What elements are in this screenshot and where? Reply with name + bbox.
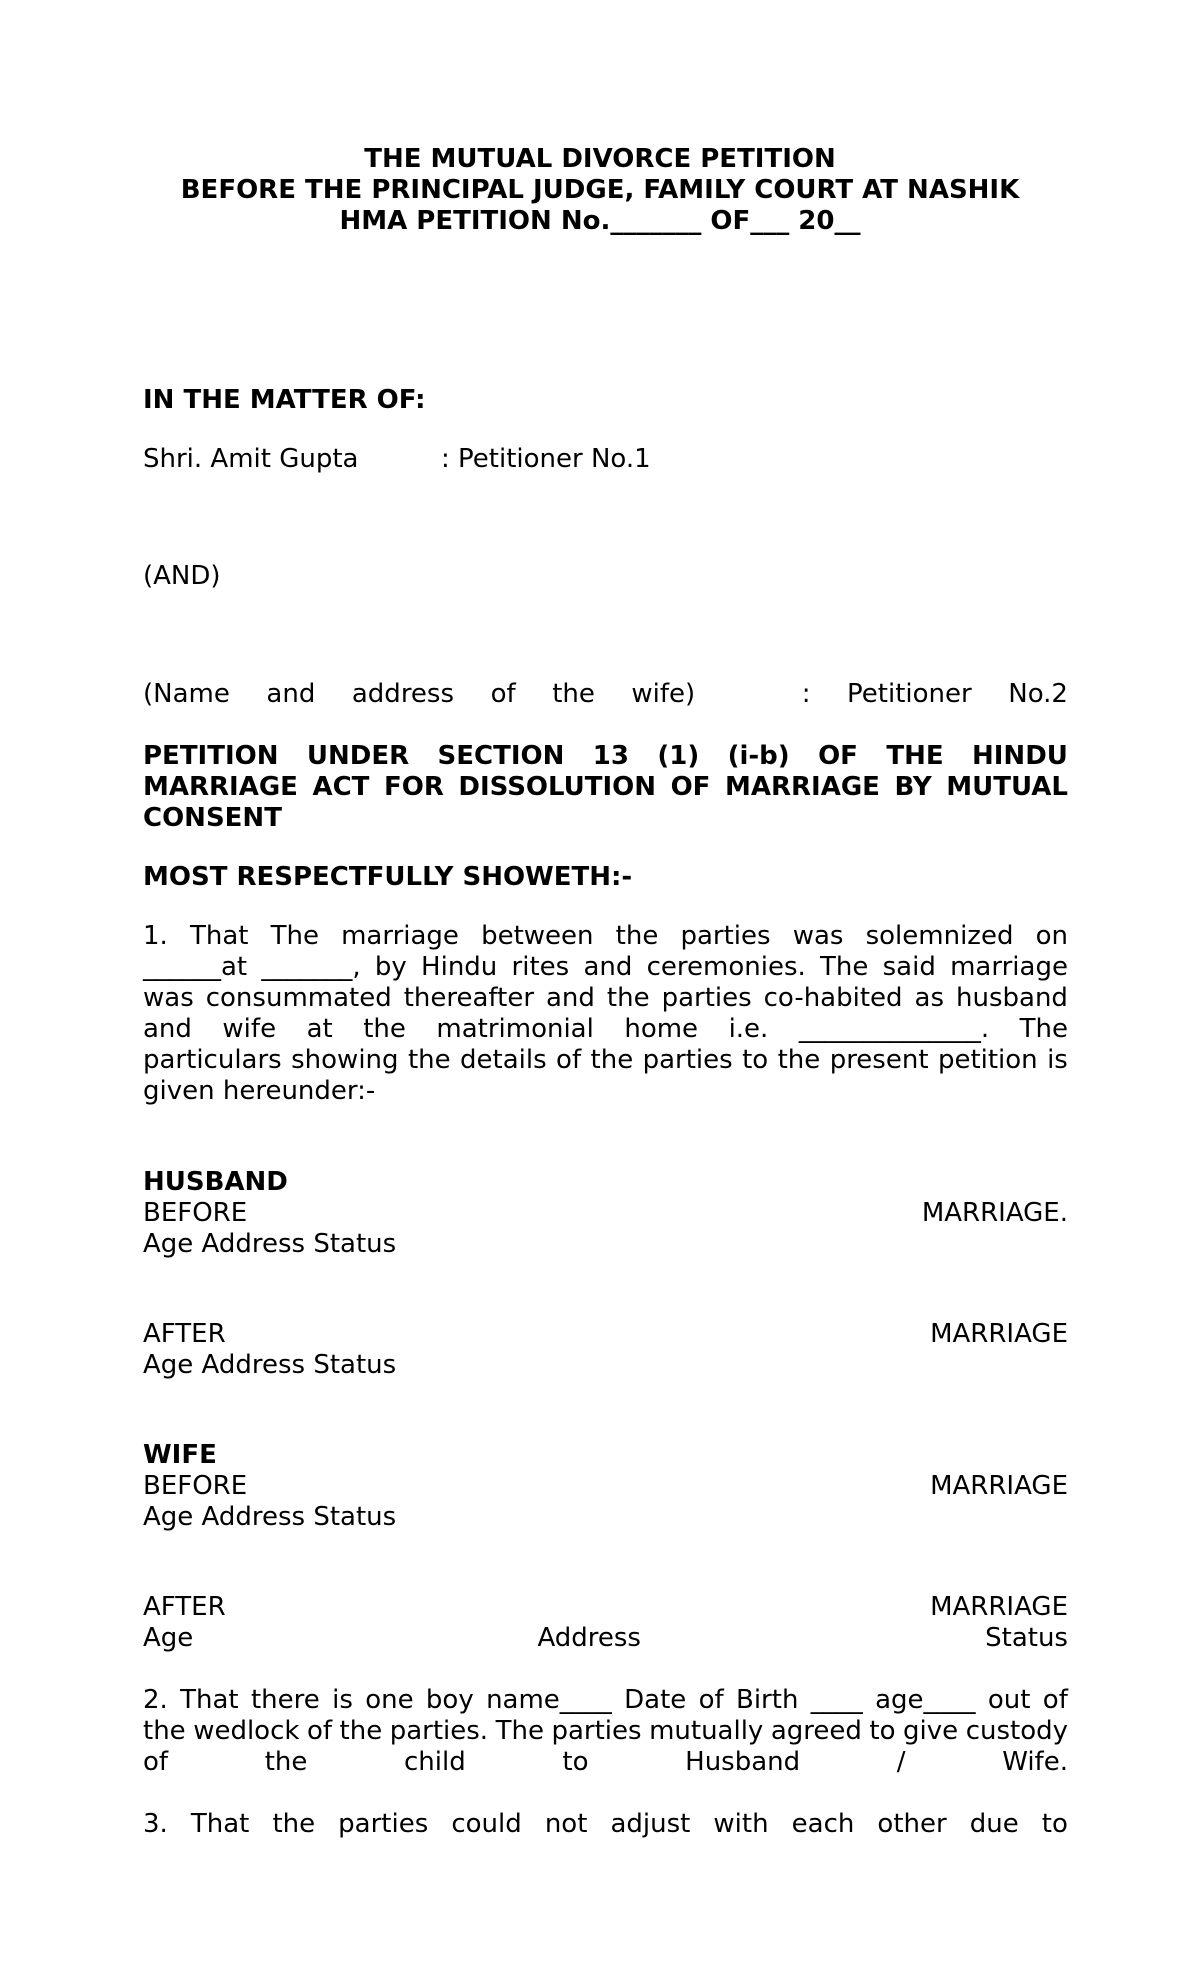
wife-after-marriage: MARRIAGE xyxy=(930,1592,1068,1622)
word: HINDU xyxy=(972,741,1068,771)
para2-line-2 xyxy=(143,1718,1068,1744)
word: thereafter xyxy=(403,983,535,1013)
word: matrimonial xyxy=(436,1014,594,1044)
word: MARRIAGE xyxy=(724,772,880,802)
word: age____ xyxy=(875,1685,976,1715)
word: ______________. xyxy=(798,1014,990,1044)
word: 3. xyxy=(143,1809,168,1839)
para1-line-6: given hereunder:- xyxy=(143,1076,376,1106)
word: out xyxy=(987,1685,1031,1715)
word: between xyxy=(481,921,594,951)
word: the xyxy=(339,1716,383,1746)
word: give xyxy=(903,1716,959,1746)
word: parties xyxy=(680,921,771,951)
word: each xyxy=(791,1809,855,1839)
word: said xyxy=(882,952,936,982)
word: of xyxy=(1042,1685,1068,1715)
word: i.e. xyxy=(728,1014,769,1044)
petition-title-line-3: CONSENT xyxy=(143,803,282,833)
word: 2. xyxy=(143,1685,168,1715)
word: FOR xyxy=(383,772,444,802)
word: mutually xyxy=(649,1716,764,1746)
word: parties xyxy=(338,1809,429,1839)
word: consummated xyxy=(205,983,392,1013)
showeth-heading: MOST RESPECTFULLY SHOWETH:- xyxy=(143,862,633,892)
word: : xyxy=(801,679,811,709)
word: _______, xyxy=(261,952,361,982)
word: name____ xyxy=(486,1685,612,1715)
word: the xyxy=(777,1045,821,1075)
word: with xyxy=(713,1809,769,1839)
word: That xyxy=(180,1685,239,1715)
word: could xyxy=(451,1809,522,1839)
title-line-2: BEFORE THE PRINCIPAL JUDGE, FAMILY COURT AT NASHIK xyxy=(180,175,1020,205)
husband-after-marriage: MARRIAGE xyxy=(930,1319,1068,1349)
word: MARRIAGE xyxy=(143,772,298,802)
word: the xyxy=(407,1045,451,1075)
word: home xyxy=(624,1014,699,1044)
word: marriage xyxy=(341,921,459,951)
word: is xyxy=(1047,1045,1068,1075)
word: ______at xyxy=(143,952,248,982)
wife-before-marriage: MARRIAGE xyxy=(930,1471,1068,1501)
word: ACT xyxy=(312,772,370,802)
wife-heading: WIFE xyxy=(143,1440,217,1470)
word: by xyxy=(374,952,407,982)
husband-before-label: BEFORE xyxy=(143,1198,248,1228)
word: The xyxy=(495,1716,544,1746)
word: of xyxy=(490,679,516,709)
word: Age xyxy=(143,1623,194,1653)
word: one xyxy=(365,1685,414,1715)
word: OF xyxy=(818,741,858,771)
petitioner1-name: Shri. Amit Gupta xyxy=(143,444,359,474)
para1-line-1 xyxy=(143,923,1068,949)
para1-line-4 xyxy=(143,1016,1068,1042)
wife-after-label: AFTER xyxy=(143,1592,226,1622)
word: of xyxy=(698,1685,724,1715)
word: marriage xyxy=(950,952,1068,982)
and-label: (AND) xyxy=(143,561,221,591)
word: the xyxy=(363,1014,406,1044)
para1-line-5 xyxy=(143,1047,1068,1073)
word: husband xyxy=(956,983,1068,1013)
word: not xyxy=(544,1809,588,1839)
para1-line-2 xyxy=(143,954,1068,980)
husband-heading: HUSBAND xyxy=(143,1167,288,1197)
word: of xyxy=(306,1716,333,1746)
word: wife) xyxy=(631,679,696,709)
petitioner1-role: : Petitioner No.1 xyxy=(441,444,651,474)
word: and xyxy=(546,983,595,1013)
word: present xyxy=(829,1045,929,1075)
word: parties xyxy=(661,983,752,1013)
word: No.2 xyxy=(1008,679,1068,709)
word: UNDER xyxy=(306,741,410,771)
word: parties. xyxy=(389,1716,489,1746)
word: co-habited xyxy=(763,983,903,1013)
word: the xyxy=(615,921,659,951)
word: at xyxy=(306,1014,333,1044)
word: the xyxy=(264,1747,308,1777)
word: and xyxy=(266,679,316,709)
word: was xyxy=(792,921,844,951)
word: there xyxy=(250,1685,320,1715)
husband-before-fields: Age Address Status xyxy=(143,1229,397,1259)
word: and xyxy=(583,952,633,982)
word: boy xyxy=(425,1685,474,1715)
word: Hindu xyxy=(421,952,498,982)
matter-heading: IN THE MATTER OF: xyxy=(143,385,426,415)
para3-line-1 xyxy=(143,1811,1068,1837)
word: The xyxy=(820,952,869,982)
word: parties xyxy=(551,1716,642,1746)
word: the xyxy=(272,1809,316,1839)
word: to xyxy=(1041,1809,1068,1839)
word: DISSOLUTION xyxy=(458,772,657,802)
para1-line-3 xyxy=(143,985,1068,1011)
word: (1) xyxy=(657,741,700,771)
husband-before-marriage: MARRIAGE. xyxy=(921,1198,1068,1228)
word: That xyxy=(190,1809,250,1839)
word: ceremonies. xyxy=(646,952,806,982)
husband-after-label: AFTER xyxy=(143,1319,226,1349)
word: / xyxy=(896,1747,906,1777)
word: 1. xyxy=(143,921,168,951)
word: of xyxy=(143,1747,169,1777)
word: OF xyxy=(670,772,711,802)
wife-before-fields: Age Address Status xyxy=(143,1502,397,1532)
word: child xyxy=(404,1747,466,1777)
word: adjust xyxy=(610,1809,691,1839)
word: due xyxy=(969,1809,1019,1839)
word: showing xyxy=(291,1045,399,1075)
word: details xyxy=(460,1045,547,1075)
word: (Name xyxy=(143,679,230,709)
petition-title-line-1 xyxy=(143,743,1068,769)
para2-line-1 xyxy=(143,1687,1068,1713)
word: custody xyxy=(965,1716,1068,1746)
word: parties xyxy=(642,1045,733,1075)
word: The xyxy=(1019,1014,1068,1044)
husband-after-fields: Age Address Status xyxy=(143,1350,397,1380)
word: Wife. xyxy=(1002,1747,1068,1777)
word: MUTUAL xyxy=(946,772,1068,802)
word: address xyxy=(351,679,455,709)
word: PETITION xyxy=(143,741,279,771)
word: to xyxy=(562,1747,589,1777)
word: Petitioner xyxy=(847,679,972,709)
word: to xyxy=(869,1716,896,1746)
word: the xyxy=(606,983,650,1013)
word: the xyxy=(590,1045,634,1075)
word: agreed xyxy=(770,1716,862,1746)
word: petition xyxy=(937,1045,1038,1075)
word: the xyxy=(143,1716,186,1746)
title-line-1: THE MUTUAL DIVORCE PETITION xyxy=(364,144,836,174)
word: The xyxy=(270,921,319,951)
petition-title-line-2 xyxy=(143,774,1068,800)
word: was xyxy=(143,983,194,1013)
word: particulars xyxy=(143,1045,282,1075)
word: is xyxy=(332,1685,353,1715)
word: and xyxy=(143,1014,192,1044)
word: Husband xyxy=(685,1747,801,1777)
word: wedlock xyxy=(193,1716,300,1746)
wife-after-fields xyxy=(143,1625,1068,1651)
word: wife xyxy=(222,1014,277,1044)
para2-line-3 xyxy=(143,1749,1068,1775)
title-line-3: HMA PETITION No._______ OF___ 20__ xyxy=(339,206,861,236)
word: ____ xyxy=(810,1685,863,1715)
word: Status xyxy=(985,1623,1068,1653)
word: Date xyxy=(624,1685,687,1715)
word: the xyxy=(552,679,595,709)
word: on xyxy=(1035,921,1068,951)
word: 13 xyxy=(592,741,629,771)
word: THE xyxy=(886,741,944,771)
word: That xyxy=(189,921,249,951)
word: as xyxy=(914,983,945,1013)
word: to xyxy=(742,1045,769,1075)
wife-before-label: BEFORE xyxy=(143,1471,248,1501)
word: Birth xyxy=(736,1685,799,1715)
word: (i-b) xyxy=(727,741,790,771)
word: of xyxy=(556,1045,582,1075)
petitioner2-row xyxy=(143,681,1068,707)
word: solemnized xyxy=(865,921,1014,951)
word: rites xyxy=(511,952,570,982)
word: BY xyxy=(894,772,932,802)
word: Address xyxy=(537,1623,641,1653)
word: SECTION xyxy=(437,741,565,771)
word: other xyxy=(877,1809,947,1839)
